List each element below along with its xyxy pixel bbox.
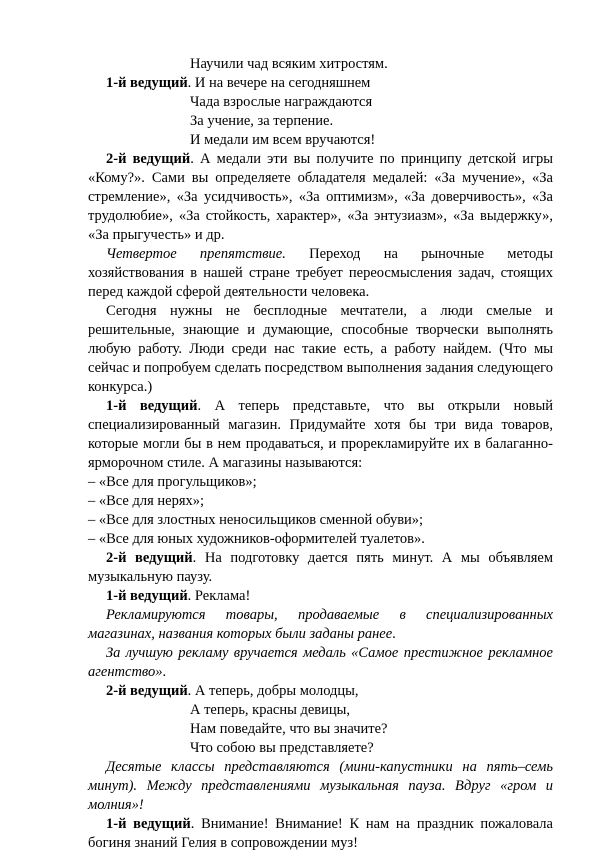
list-item: – «Все для нерях»; xyxy=(88,493,205,509)
document-body xyxy=(88,55,553,853)
verse-line: Научили чад всяким хитростям. xyxy=(190,56,388,72)
speaker-label: 1-й ведущий xyxy=(106,398,198,414)
stage-direction: Рекламируются товары, продаваемые в специализированных магазинах, названия которых были заданы ранее xyxy=(88,607,553,642)
stage-direction: Десятые классы представляются (мини-капустники на пять–семь минут). Между представлениями музыкальная пауза. Вдруг «гром и молния»! xyxy=(88,759,553,813)
paragraph-text: Переход на рыночные методы хозяйствования в нашей стране требует переосмысления задач, стоящих перед каждой сферой деятельности человека. xyxy=(88,246,554,300)
list-item: – «Все для злостных неносильщиков сменной обуви»; xyxy=(88,512,424,528)
stage-direction: Четвертое препятствие. xyxy=(106,246,286,262)
paragraph: Сегодня нужны не бесплодные мечтатели, а люди смелые и решительные, знающие и думающие, способные творчески выполнять любую работу. Люди среди нас такие есть, а работу найдем. (Что мы сейчас и попробуем сделать посредством выполнения задания следующего конкурса.) xyxy=(88,303,553,395)
stage-direction: За лучшую рекламу вручается медаль «Самое престижное рекламное агентство» xyxy=(88,645,553,680)
paragraph xyxy=(88,815,553,853)
speaker-label: 2-й ведущий xyxy=(106,151,191,167)
paragraph xyxy=(88,397,553,473)
verse-line: Что собою вы представляете? xyxy=(190,740,374,756)
paragraph xyxy=(88,682,553,701)
paragraph xyxy=(88,549,553,587)
list-item: – «Все для прогульщиков»; xyxy=(88,474,257,490)
paragraph-text: . А теперь представьте, что вы открыли новый специализированный магазин. Придумайте хотя бы три вида товаров, которые могли бы в нем продаваться, и прорекламируйте их в балаганно-ярморочном стиле. А магазины называются: xyxy=(88,398,553,471)
speaker-label: 2-й ведущий xyxy=(106,683,188,699)
paragraph-text: . И на вечере на сегодняшнем xyxy=(187,75,371,91)
verse-line: А теперь, красны девицы, xyxy=(190,702,351,718)
paragraph-text: . На подготовку дается пять минут. А мы объявляем музыкальную паузу. xyxy=(88,550,553,585)
paragraph-text: . xyxy=(162,664,167,680)
speaker-label: 1-й ведущий xyxy=(106,588,188,604)
verse-line: За учение, за терпение. xyxy=(190,113,334,129)
verse-line: И медали им всем вручаются! xyxy=(190,132,376,148)
paragraph xyxy=(88,644,553,682)
paragraph-text: . А медали эти вы получите по принципу детской игры «Кому?». Сами вы определяете обладателя медалей: «За мучение», «За стремление», «За усидчивость», «За оптимизм», «За доверчивость», «За трудолюбие», «За стойкость, характер», «За энтузиазм», «За выдержку», «За прыгучесть» и др. xyxy=(88,151,554,243)
paragraph xyxy=(88,150,553,245)
paragraph xyxy=(88,606,553,644)
paragraph-text: . А теперь, добры молодцы, xyxy=(187,683,359,699)
verse-line: Чада взрослые награждаются xyxy=(190,94,373,110)
paragraph xyxy=(88,74,553,93)
paragraph xyxy=(88,587,553,606)
speaker-label: 2-й ведущий xyxy=(106,550,193,566)
list-item: – «Все для юных художников-оформителей туалетов». xyxy=(88,531,425,547)
speaker-label: 1-й ведущий xyxy=(106,816,191,832)
paragraph xyxy=(88,245,553,302)
paragraph-text: . Внимание! Внимание! К нам на праздник пожаловала богиня знаний Гелия в сопровождении муз! xyxy=(88,816,553,851)
speaker-label: 1-й ведущий xyxy=(106,75,188,91)
verse-line: Нам поведайте, что вы значите? xyxy=(190,721,388,737)
paragraph-text: . Реклама! xyxy=(187,588,251,604)
paragraph-text: . xyxy=(392,626,396,642)
